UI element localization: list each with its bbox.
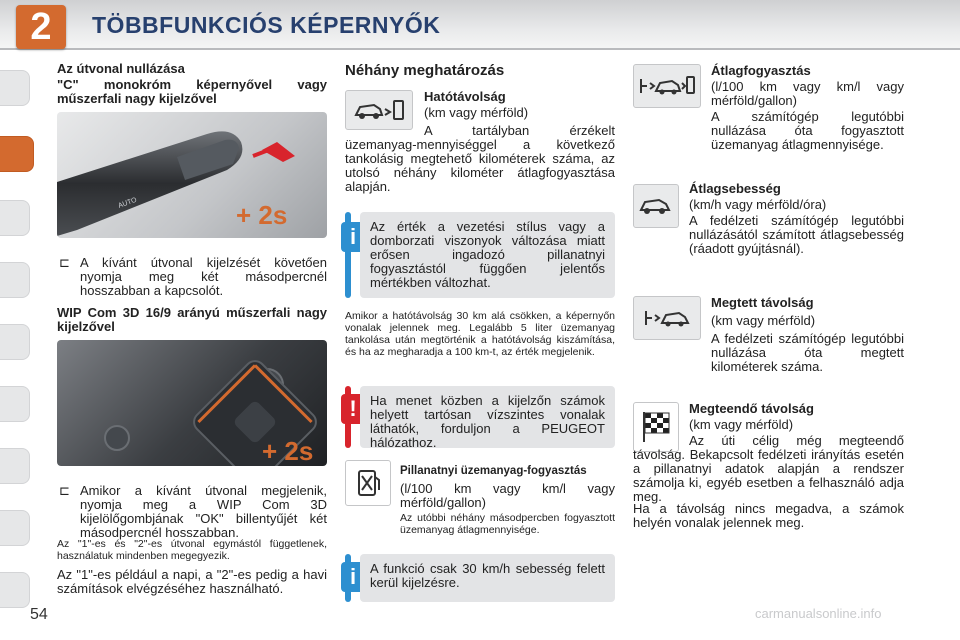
range-title: Hatótávolság [424, 89, 506, 104]
range-unit: (km vagy mérföld) [424, 105, 529, 120]
bullet-2-text: Amikor a kívánt útvonal megjelenik, nyomja meg a WIP Com 3D kijelölőgombjának "OK" billentyűjét két másodpercnél hosszabban. [80, 483, 327, 540]
info-icon-2: i [341, 562, 365, 592]
routes-usage-text: Az "1"-es például a napi, a "2"-es pedig a havi számítások elvégzéséhez használható. [57, 567, 327, 596]
avg-speed-icon [638, 195, 674, 217]
side-tab-2[interactable] [0, 136, 34, 172]
avg-speed-unit: (km/h vagy mérföld/óra) [689, 197, 827, 212]
remaining-description: Az úti célig még megteendő távolság. Bekapcsolt fedélzeti irányítás esetén a pillanatnyi adatok alapján a rendszer számolja ki, egyéb esetben a felhasználó adja meg. [633, 433, 904, 504]
info-note-2 [360, 554, 615, 602]
side-tab-8[interactable] [0, 510, 30, 546]
distance-description: A fedélzeti számítógép legutóbbi nullázása óta megtett kilométerek száma. [711, 331, 904, 374]
side-tab-9[interactable] [0, 572, 30, 608]
bullet-icon-1: ⊏ [59, 255, 70, 270]
avg-consumption-unit: (l/100 km vagy km/l vagy mérföld/gallon) [711, 79, 904, 108]
warning-note [360, 386, 615, 448]
distance-travelled-icon [643, 306, 691, 330]
side-tab-6[interactable] [0, 386, 30, 422]
side-tab-5[interactable] [0, 324, 30, 360]
remaining-unit: (km vagy mérföld) [689, 417, 794, 432]
info-note-1-text: Az érték a vezetési stílus vagy a domborzati viszonyok változása miatt erősen ingadozó pillanatnyi fogyasztástól függően jelentős mértékben változhat. [370, 219, 605, 290]
side-tab-1[interactable] [0, 70, 30, 106]
reset-heading: Az útvonal nullázása [57, 61, 185, 76]
avg-consumption-icon-box [633, 64, 701, 108]
range-low-note: Amikor a hatótávolság 30 km alá csökken, a képernyőn vonalak jelennek meg. Legalább 5 liter üzemanyag tankolása után megtörténik a hatótávolság kiszámítása, és ha az megharadja a 100 km-t, az érték megjelenik. [345, 310, 615, 358]
page-number: 54 [30, 606, 48, 623]
avg-speed-description: A fedélzeti számítógép legutóbbi nullázásától számított átlagsebesség (ráadott gyújtásnál). [689, 213, 904, 256]
wip-heading: WIP Com 3D 16/9 arányú műszerfali nagy kijelzővel [57, 305, 327, 334]
avg-consumption-description: A számítógép legutóbbi nullázása óta fogyasztott üzemanyag átlagmennyisége. [711, 109, 904, 152]
avg-consumption-icon [638, 73, 696, 99]
page-title: TÖBBFUNKCIÓS KÉPERNYŐK [92, 12, 441, 38]
instant-unit: (l/100 km vagy km/l vagy mérföld/gallon) [400, 481, 615, 510]
info-icon: i [341, 222, 365, 252]
hold-2s-badge-1: + 2s [236, 200, 288, 230]
avg-speed-icon-box [633, 184, 679, 228]
remaining-note: Ha a távolság nincs megadva, a számok helyén vonalak jelennek meg. [633, 501, 904, 530]
warning-note-text: Ha menet közben a kijelzőn számok helyett tartósan vízszintes vonalak láthatók, forduljon a PEUGEOT hálózathoz. [370, 393, 605, 450]
routes-note: Az "1"-es és "2"-es útvonal egymástól függetlenek, használatuk mindenben megegyezik. [57, 538, 327, 562]
distance-title: Megtett távolság [711, 295, 814, 310]
distance-icon-box [633, 296, 701, 340]
reset-subheading: "C" monokróm képernyővel vagy műszerfali nagy kijelzővel [57, 77, 327, 106]
range-description: A tartályban érzékelt üzemanyag-mennyiséggel a következő tankolásig megtehető kilométerek száma, az utolsó néhány kilométer átlagfogyasztása alapján. [345, 123, 615, 194]
definitions-heading: Néhány meghatározás [345, 62, 505, 79]
avg-consumption-title: Átlagfogyasztás [711, 63, 811, 78]
info-note-1 [360, 212, 615, 298]
bullet-icon-2: ⊏ [59, 483, 70, 498]
instant-description: Az utóbbi néhány másodpercben fogyasztott üzemanyag átlagmennyisége. [400, 512, 615, 536]
chapter-badge: 2 [16, 5, 66, 49]
hold-2s-badge-2: + 2s [262, 436, 314, 466]
footer-watermark: carmanualsonline.info [755, 606, 882, 621]
instant-consumption-icon [353, 468, 383, 498]
svg-text:AUTO: AUTO [117, 196, 138, 210]
bullet-1-text: A kívánt útvonal kijelzését követően nyomja meg két másodpercnél hosszabban a kapcsolót. [80, 255, 327, 298]
side-tab-4[interactable] [0, 262, 30, 298]
avg-speed-title: Átlagsebesség [689, 181, 781, 196]
side-tab-7[interactable] [0, 448, 30, 484]
instant-icon-box [345, 460, 391, 506]
instant-title: Pillanatnyi üzemanyag-fogyasztás [400, 465, 587, 477]
remaining-title: Megteendő távolság [689, 401, 814, 416]
info-note-2-text: A funkció csak 30 km/h sebesség felett kerül kijelzésre. [370, 561, 605, 590]
side-tab-3[interactable] [0, 200, 30, 236]
warning-icon: ! [341, 394, 365, 424]
header-divider [0, 48, 960, 50]
distance-unit: (km vagy mérföld) [711, 313, 816, 328]
fuel-range-icon [352, 97, 406, 123]
